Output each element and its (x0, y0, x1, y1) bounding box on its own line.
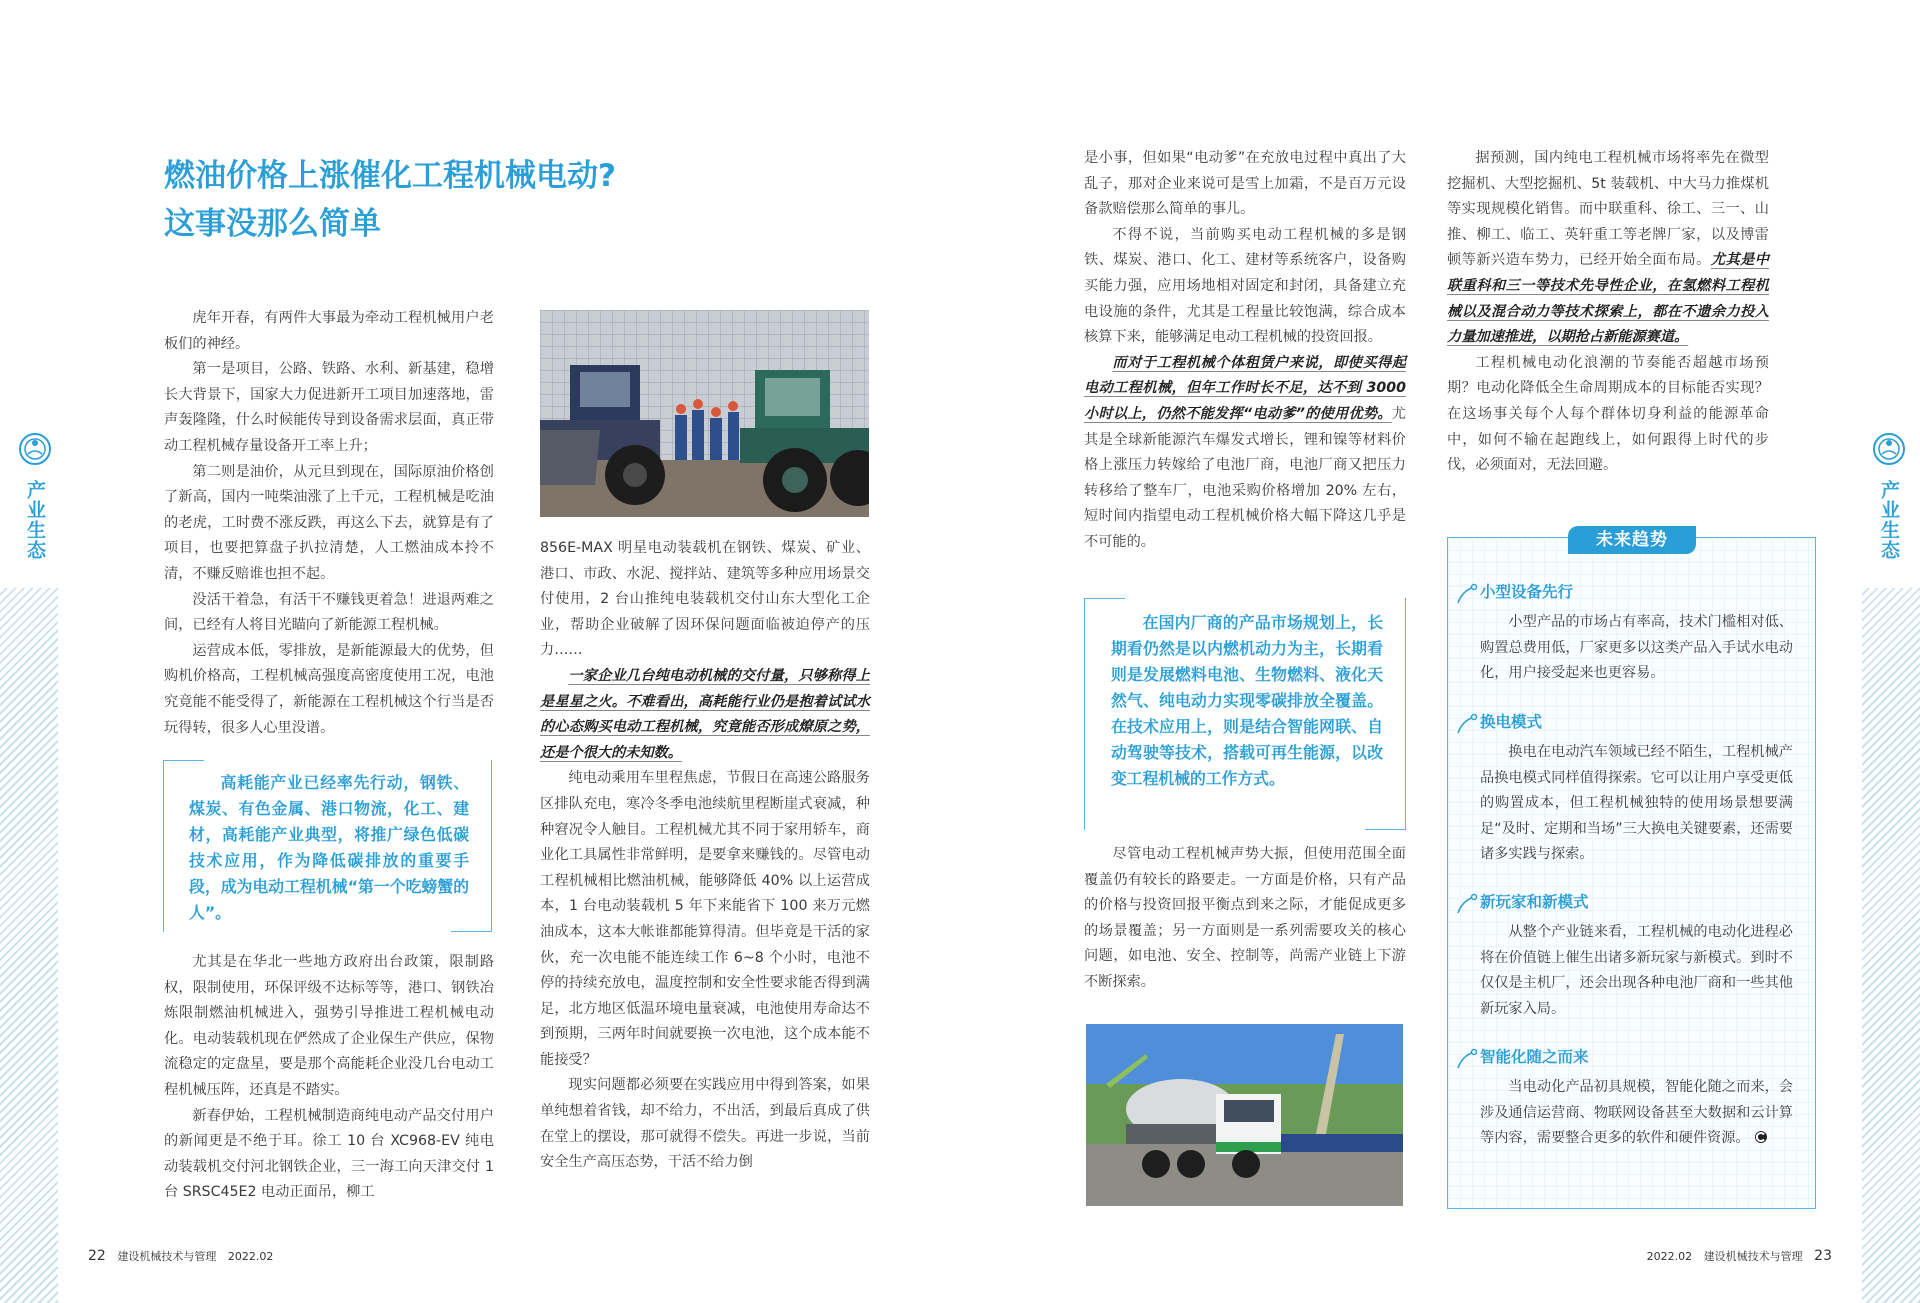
trend-item (1448, 1045, 1815, 1152)
magazine-name: 建设机械技术与管理 (117, 1250, 217, 1263)
right-edge-stripes (1862, 588, 1920, 1303)
trend-marker-icon (1454, 713, 1478, 737)
emphasis-text: 而对于工程机械个体租赁户来说，即使买得起电动工程机械，但年工作时长不足，达不到 3000 小时以上，仍然不能发挥“电动爹”的使用优势。 (1084, 354, 1406, 422)
photo-electric-loaders (540, 310, 869, 517)
article-title-line1: 燃油价格上涨催化工程机械电动? (164, 158, 616, 194)
trend-marker-icon (1454, 893, 1478, 917)
trend-item (1448, 890, 1815, 1022)
left-edge-stripes (0, 588, 58, 1303)
truck-photo-illustration (1086, 1024, 1403, 1206)
paragraph-head: 据预测，国内纯电工程机械市场将率先在微型挖掘机、大型挖掘机、5t 装载机、中大马力推煤机等实现规模化销售。而中联重科、徐工、三一、山推、柳工、临工、英轩重工等老牌厂家，以及博雷顿等新兴造车势力，已经开始全面布局。 (1447, 150, 1769, 269)
paragraph: 尽管电动工程机械声势大振，但使用范围全面覆盖仍有较长的路要走。一方面是价格，只有产品的价格与投资回报平衡点到来之际，才能促成更多的场景覆盖；另一方面则是一系列需要攻关的核心问题，如电池、安全、控制等，尚需产业链上下游不断探索。 (1084, 846, 1406, 990)
trend-item-heading-text: 新玩家和新模式 (1480, 893, 1589, 911)
loader-photo-illustration (540, 310, 869, 517)
pull-quote-text: 在国内厂商的产品市场规划上，长期看仍然是以内燃机动力为主，长期看则是发展燃料电池、生物燃料、液化天然气、纯电动力实现零碳排放全覆盖。在技术应用上，则是结合智能网联、自动驾驶等技术，搭载可再生能源，以改变工程机械的工作方式。 (1111, 613, 1383, 788)
paragraph: 现实问题都必须要在实践应用中得到答案，如果单纯想着省钱，却不给力，不出活，到最后真成了供在堂上的摆设，那可就得不偿失。再进一步说，当前安全生产高压态势，干活不给力倒 (540, 1077, 870, 1171)
column-3-bottom (1084, 842, 1406, 996)
end-mark-icon (1754, 1130, 1768, 1144)
section-logo-icon (1872, 432, 1906, 466)
magazine-name: 建设机械技术与管理 (1703, 1250, 1803, 1263)
page-number: 22 (88, 1248, 106, 1264)
paragraph-tail: 尤其是全球新能源汽车爆发式增长，锂和镍等材料价格上涨压力转嫁给了电池厂商，电池厂商又把压力转移给了整车厂，电池采购价格增加 20% 左右，短时间内指望电动工程机械价格大幅下降这几乎是不可能的。 (1084, 405, 1406, 550)
trend-item-heading (1480, 890, 1815, 914)
column-1 (164, 306, 494, 741)
paragraph: 运营成本低，零排放，是新能源最大的优势，但购机价格高，工程机械高强度高密度使用工况，电池究竟能不能受得了，新能源在工程机械这个行当是否玩得转，很多人心里没谱。 (164, 642, 494, 736)
paragraph: 第二则是油价，从元旦到现在，国际原油价格创了新高，国内一吨柴油涨了上千元，工程机械是吃油的老虎，工时费不涨反跌，再这么下去，就算是有了项目，也要把算盘子扒拉清楚，人工燃油成本拎不清，不赚反赔谁也担不起。 (164, 463, 494, 582)
paragraph: 尤其是在华北一些地方政府出台政策，限制路权，限制使用，环保评级不达标等等，港口、钢铁冶炼限制燃油机械进入，强势引导推进工程机械电动化。电动装载机现在俨然成了企业保生产供应，保物流稳定的定盘星，要是那个高能耗企业没几台电动工程机械压阵，还真是不踏实。 (164, 954, 494, 1098)
page-number: 23 (1814, 1248, 1832, 1264)
paragraph: 虎年开春，有两件大事最为牵动工程机械用户老板们的神经。 (164, 310, 494, 352)
trend-item-body-text: 当电动化产品初具规模，智能化随之而来，会涉及通信运营商、物联网设备甚至大数据和云计算等内容，需要整合更多的软件和硬件资源。 (1480, 1079, 1793, 1147)
side-tab-right (1866, 432, 1912, 560)
future-trends-box (1447, 530, 1816, 1209)
footer-right (1639, 1248, 1832, 1264)
paragraph-continued: 856E-MAX 明星电动装载机在钢铁、煤炭、矿业、港口、市政、水泥、搅拌站、建筑等多种应用场景交付使用，2 台山推纯电装载机交付山东大型化工企业，帮助企业破解了因环保问题面临被迫停产的压力…… (540, 540, 870, 659)
trend-item-heading-text: 小型设备先行 (1480, 583, 1574, 601)
trend-item (1448, 580, 1815, 687)
pull-quote-right (1084, 598, 1406, 830)
trend-item-heading-text: 智能化随之而来 (1480, 1048, 1589, 1066)
issue-date: 2022.02 (227, 1250, 274, 1263)
column-2 (540, 536, 870, 1176)
paragraph-emphasis (1084, 351, 1406, 556)
side-tab-left (12, 432, 58, 560)
paragraph: 新春伊始，工程机械制造商纯电动产品交付用户的新闻更是不绝于耳。徐工 10 台 XC968-EV 纯电动装载机交付河北钢铁企业，三一海工向天津交付 1 台 SRSC45E2 电动正面吊，柳工 (164, 1107, 494, 1201)
paragraph-emphasis (540, 664, 870, 766)
footer-left (88, 1248, 281, 1264)
trend-item-body: 换电在电动汽车领域已经不陌生，工程机械产品换电模式同样值得探索。它可以让用户享受更低的购置成本，但工程机械独特的使用场景想要满足“及时、定期和当场”三大换电关键要素，还需要诸多实践与探索。 (1480, 744, 1793, 863)
photo-electric-mixer-truck (1086, 1024, 1403, 1206)
side-tab-label: 产业生态 (1878, 480, 1900, 560)
issue-date: 2022.02 (1646, 1250, 1693, 1263)
trend-item-body (1480, 1075, 1793, 1152)
emphasis-text: 尤其是中联重科和三一等技术先导性企业，在氢燃料工程机械以及混合动力等技术探索上，都在不遗余力投入力量加速推进，以期抢占新能源赛道。 (1447, 252, 1769, 346)
paragraph: 纯电动乘用车里程焦虑，节假日在高速公路服务区排队充电，寒冷冬季电池续航里程断崖式衰减，种种窘况令人触目。工程机械尤其不同于家用轿车，商业化工具属性非常鲜明，是要拿来赚钱的。尽管电动工程机械相比燃油机械，能够降低 40% 以上运营成本，1 台电动装载机 5 年下来能省下 100 来万元燃油成本，这本大帐谁都能算得清。但毕竟是干活的家伙，充一次电能不能连续工作 6~8 个小时，电池不停的持续充放电，温度控制和安全性要求能否得到满足，北方地区低温环境电量衰减，电池使用寿命达不到预期，三两年时间就要换一次电池，这个成本能不能接受？ (540, 770, 870, 1068)
column-4 (1447, 146, 1769, 479)
paragraph-forecast (1447, 146, 1769, 351)
section-logo-icon (18, 432, 52, 466)
paragraph: 没活干着急，有活干不赚钱更着急！进退两难之间，已经有人将目光瞄向了新能源工程机械。 (164, 591, 494, 634)
paragraph-continued: 是小事，但如果“电动爹”在充放电过程中真出了大乱子，那对企业来说可是雪上加霜，不是百万元设备款赔偿那么简单的事儿。 (1084, 150, 1406, 218)
trend-item (1448, 710, 1815, 868)
trend-item-heading (1480, 710, 1815, 734)
side-tab-label: 产业生态 (24, 480, 46, 560)
trend-marker-icon (1454, 583, 1478, 607)
paragraph: 工程机械电动化浪潮的节奏能否超越市场预期？电动化降低全生命周期成本的目标能否实现？在这场事关每个人每个群体切身利益的能源革命中，如何不输在起跑线上，如何跟得上时代的步伐，必须面对，无法回避。 (1447, 354, 1769, 474)
column-1-bottom (164, 950, 494, 1206)
emphasis-text: 一家企业几台纯电动机械的交付量，只够称得上是星星之火。不难看出，高耗能行业仍是抱着试试水的心态购买电动工程机械，究竟能否形成燎原之势，还是个很大的未知数。 (540, 667, 870, 761)
article-title-line2: 这事没那么简单 (164, 206, 381, 242)
pull-quote-text: 高耗能产业已经率先行动，钢铁、煤炭、有色金属、港口物流，化工、建材，高耗能产业典型，将推广绿色低碳技术应用，作为降低碳排放的重要手段，成为电动工程机械“第一个吃螃蟹的人”。 (189, 773, 469, 922)
article-title (164, 152, 616, 248)
paragraph: 不得不说，当前购买电动工程机械的多是钢铁、煤炭、港口、化工、建材等系统客户，设备购买能力强，应用场地相对固定和封闭，具备建立充电设施的条件，尤其是工程量比较饱满，综合成本核算下来，能够满足电动工程机械的投资回报。 (1084, 226, 1406, 346)
trend-item-heading (1480, 580, 1815, 604)
trend-item-heading-text: 换电模式 (1480, 713, 1543, 731)
trend-item-body: 小型产品的市场占有率高，技术门槛相对低、购置总费用低，厂家更多以这类产品入手试水电动化，用户接受起来也更容易。 (1480, 614, 1793, 682)
paragraph: 第一是项目，公路、铁路、水利、新基建，稳增长大背景下，国家大力促进新开工项目加速落地，雷声轰隆隆，什么时候能传导到设备需求层面，真正带动工程机械存量设备开工率上升； (164, 361, 494, 454)
column-3 (1084, 146, 1406, 556)
future-trends-title: 未来趋势 (1568, 526, 1696, 554)
pull-quote-left (163, 760, 492, 932)
trend-marker-icon (1454, 1048, 1478, 1072)
trend-item-heading (1480, 1045, 1815, 1069)
trend-item-body: 从整个产业链来看，工程机械的电动化进程必将在价值链上催生出诸多新玩家与新模式。到时不仅仅是主机厂，还会出现各种电池厂商和一些其他新玩家入局。 (1480, 924, 1793, 1017)
